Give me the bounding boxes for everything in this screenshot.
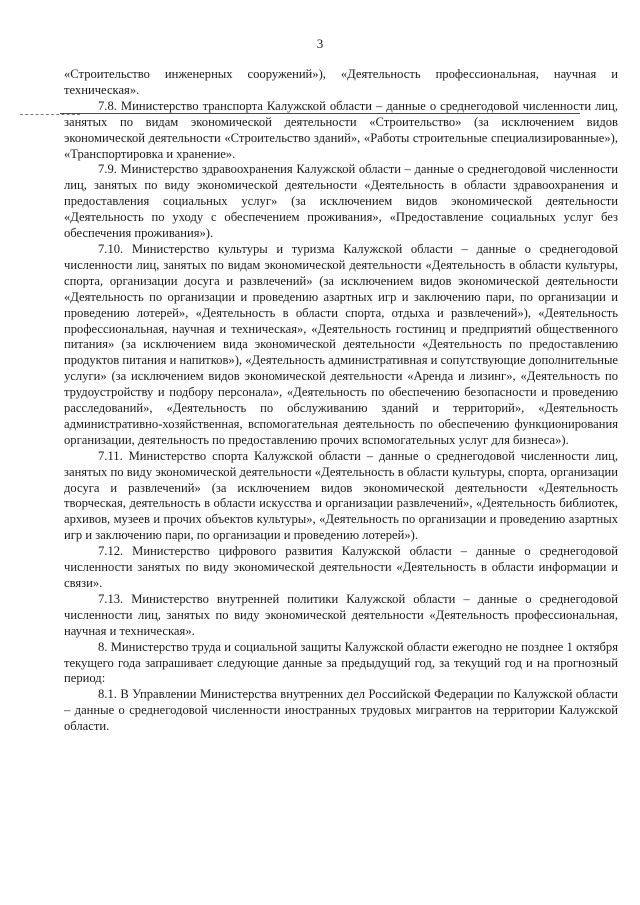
paragraph-7-12: 7.12. Министерство цифрового развития Калужской области – данные о среднегодовой численности занятых по виду экономической деятельности «Деятельность в области информации и связи». — [64, 544, 618, 590]
paragraph-7-8: 7.8. Министерство транспорта Калужской области – данные о среднегодовой численности лиц, занятых по видам экономической деятельности «Строительство» (за исключением видов экономической деятельности «Строительство зданий», «Работы строительные специализированные»), «Транспортировка и хранение». — [64, 98, 618, 161]
paragraph-8: 8. Министерство труда и социальной защиты Калужской области ежегодно не позднее 1 октября текущего года запрашивает следующие данные за предыдущий год, за текущий год и на прогнозный период: — [64, 639, 618, 686]
paragraph-7-11: 7.11. Министерство спорта Калужской области – данные о среднегодовой численности лиц, занятых по виду экономической деятельности «Деятельность в области культуры, спорта, организации досуга и развлечений» (за исключением видов экономической деятельности «Деятельность творческая, деятельность в области искусства и организации развлечений», «Деятельность библиотек, архивов, музеев и прочих объектов культуры», «Деятельность по организации и проведению азартных игр и заключению пари, по организации и проведению лотерей»). — [64, 448, 618, 543]
paragraph-7-10: 7.10. Министерство культуры и туризма Калужской области – данные о среднегодовой численности лиц, занятых по видам экономической деятельности «Деятельность в области культуры, спорта, организации досуга и развлечений» (за исключением видов экономической деятельности «Деятельность по организации и проведению азартных игр и заключению пари, по организации и проведению лотерей», «Деятельность в области спорта, отдыха и развлечений»), «Деятельность профессиональная, научная и техническая», «Деятельность гостиниц и предприятий общественного питания» (за исключением вида экономической деятельности «Деятельность по предоставлению продуктов питания и напитков»), «Деятельность административная и сопутствующие дополнительные услуги» (за исключением видов экономической деятельности «Аренда и лизинг», «Деятельность по трудоустройству и подбору персонала», «Деятельность по обеспечению безопасности и проведению расследований», «Деятельность по обслуживанию зданий и территорий», «Деятельность административно-хозяйственная, вспомогательная деятельность по обеспечению функционирования организации, деятельность по предоставлению прочих вспомогательных услуг для бизнеса»). — [64, 241, 618, 447]
paragraph-7-9: 7.9. Министерство здравоохранения Калужской области – данные о среднегодовой численности лиц, занятых по виду экономической деятельности «Деятельность в области здравоохранения и предоставления социальных услуг» (за исключением видов экономической деятельности «Деятельность по уходу с обеспечением проживания», «Предоставление социальных услуг без обеспечения проживания»). — [64, 162, 618, 241]
page-number: 3 — [316, 36, 324, 51]
paragraph-8-1: 8.1. В Управлении Министерства внутренних дел Российской Федерации по Калужской области – данные о среднегодовой численности иностранных трудовых мигрантов на территории Калужской области. — [64, 687, 618, 734]
paragraph-7-13: 7.13. Министерство внутренней политики Калужской области – данные о среднегодовой численности лиц, занятых по виду экономической деятельности «Деятельность профессиональная, научная и техническая». — [64, 591, 618, 638]
document-body — [64, 67, 618, 735]
paragraph-continuation: «Строительство инженерных сооружений»), «Деятельность профессиональная, научная и техническая». — [64, 67, 618, 97]
